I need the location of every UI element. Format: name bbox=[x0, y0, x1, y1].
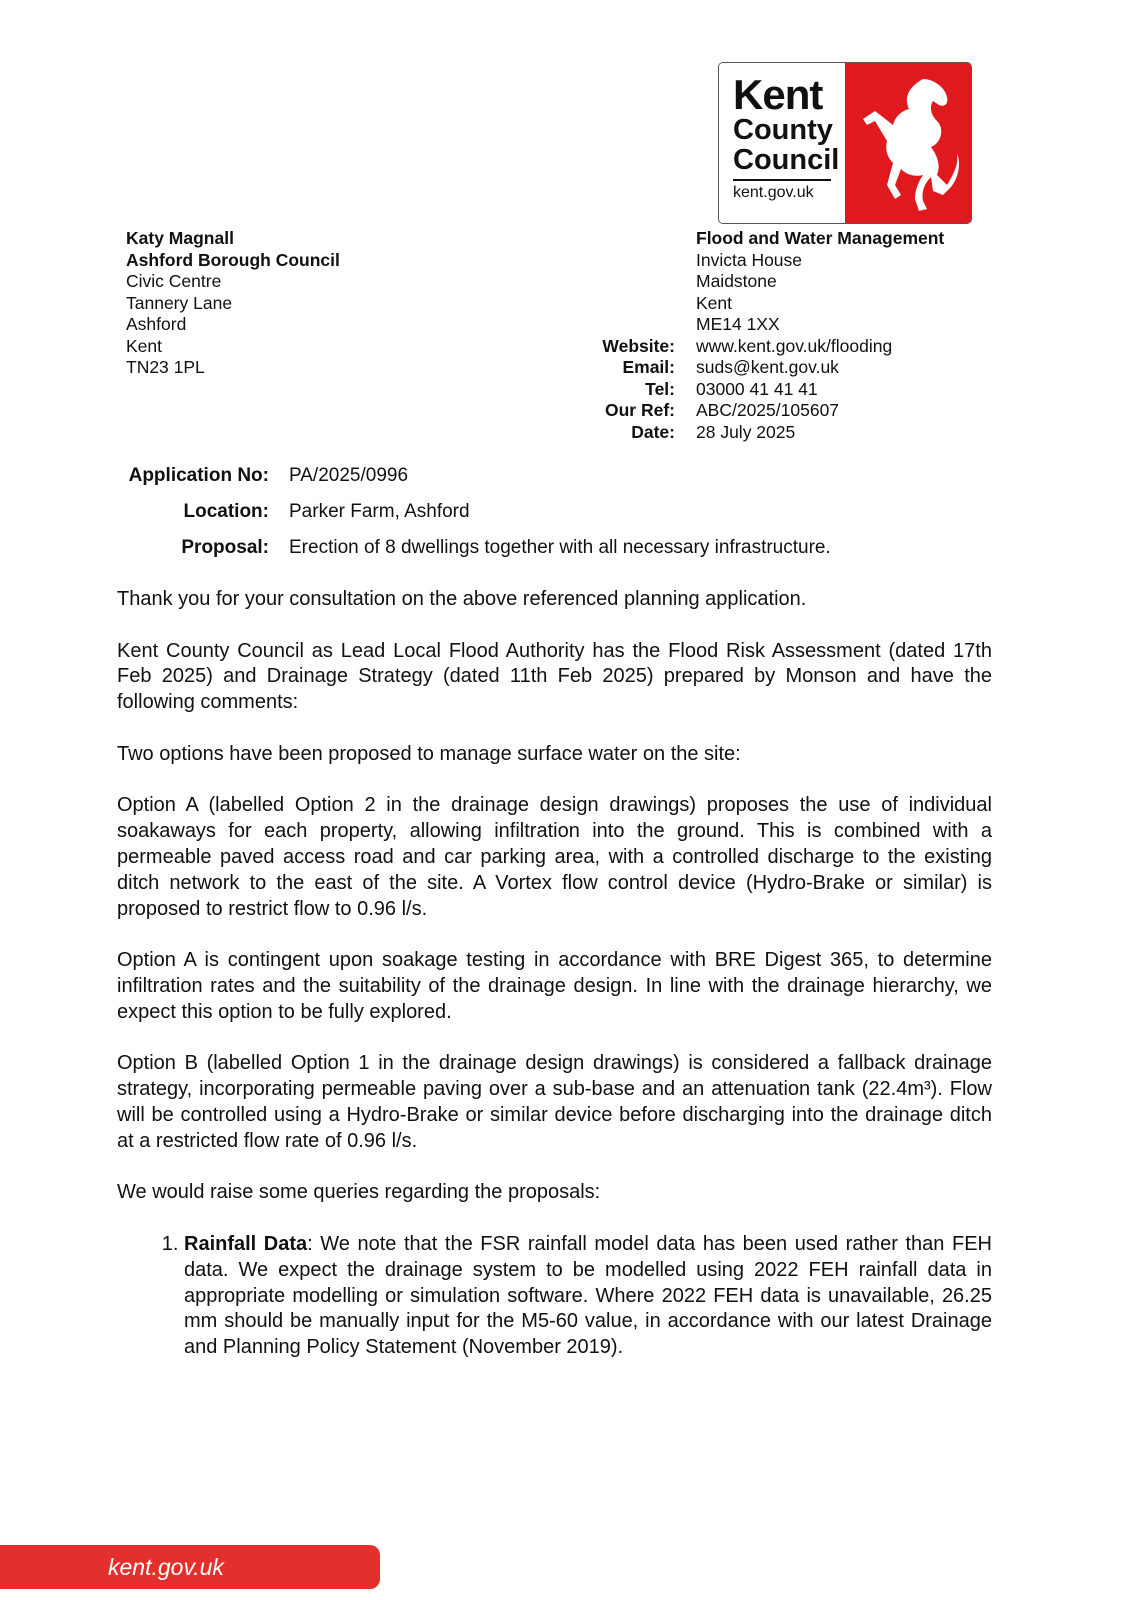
email-value[interactable]: suds@kent.gov.uk bbox=[696, 357, 839, 377]
queries-list bbox=[117, 1232, 992, 1361]
ref-label: Our Ref: bbox=[605, 400, 675, 420]
white-horse-icon bbox=[845, 63, 971, 223]
sender-dept: Flood and Water Management bbox=[696, 228, 945, 248]
tel-value: 03000 41 41 41 bbox=[696, 378, 818, 399]
paragraph: Option A is contingent upon soakage testing in accordance with BRE Digest 365, to determine infiltration rates and the suitability of the drainage design. In line with the drainage hierarchy, we expect this option to be fully explored. bbox=[117, 949, 992, 1023]
address-line: TN23 1PL bbox=[126, 357, 205, 377]
paragraph: Thank you for your consultation on the above referenced planning application. bbox=[117, 588, 807, 610]
address-line: Invicta House bbox=[696, 249, 803, 270]
website-label: Website: bbox=[602, 335, 675, 356]
recipient-org: Ashford Borough Council bbox=[126, 249, 340, 270]
date-value: 28 July 2025 bbox=[696, 421, 796, 442]
date-label: Date: bbox=[631, 421, 675, 442]
address-line: Kent bbox=[696, 292, 732, 313]
address-line: Tannery Lane bbox=[126, 292, 233, 313]
address-line: ME14 1XX bbox=[696, 314, 780, 334]
address-line: Maidstone bbox=[696, 271, 777, 291]
application-details bbox=[0, 458, 831, 566]
email-label: Email: bbox=[622, 357, 675, 377]
proposal-label: Proposal: bbox=[181, 537, 269, 558]
ref-value: ABC/2025/105607 bbox=[696, 400, 840, 420]
recipient-name: Katy Magnall bbox=[126, 228, 234, 248]
proposal-value: Erection of 8 dwellings together with all necessary infrastructure. bbox=[289, 537, 831, 558]
paragraph: Option A (labelled Option 2 in the drainage design drawings) proposes the use of individual soakaways for each property, allowing infiltration into the ground. This is combined with a permeable paved access road and car parking area, with a controlled discharge to the existing ditch network to the east of the site. A Vortex flow control device (Hydro-Brake or similar) is proposed to restrict flow to 0.96 l/s. bbox=[117, 794, 992, 920]
paragraph: Kent County Council as Lead Local Flood Authority has the Flood Risk Assessment (dated 17th Feb 2025) and Drainage Strategy (dated 11th Feb 2025) prepared by Monson and have the following comments: bbox=[117, 639, 992, 714]
query-item bbox=[184, 1232, 992, 1361]
address-line: Civic Centre bbox=[126, 271, 222, 291]
location-value: Parker Farm, Ashford bbox=[289, 501, 470, 522]
sender-block bbox=[118, 228, 944, 443]
application-no-value: PA/2025/0996 bbox=[289, 465, 409, 486]
query-title: Rainfall Data bbox=[184, 1232, 308, 1255]
tel-label: Tel: bbox=[645, 378, 675, 399]
logo-url: kent.gov.uk bbox=[733, 179, 831, 202]
paragraph: Two options have been proposed to manage surface water on the site: bbox=[117, 742, 741, 765]
logo-text: Kent bbox=[733, 71, 823, 118]
application-no-label: Application No: bbox=[128, 465, 269, 486]
logo-text: Council bbox=[733, 144, 840, 176]
address-line: Ashford bbox=[126, 314, 187, 334]
address-line: Kent bbox=[126, 335, 162, 356]
query-text: : We note that the FSR rainfall model data has been used rather than FEH data. We expect the drainage system to be modelled using 2022 FEH rainfall data in appropriate modelling or simulation software. Where 2022 FEH data is unavailable, 26.25 mm should be manually input for the M5-60 value, in accordance with our latest Drainage and Planning Policy Statement (November 2019). bbox=[184, 1232, 992, 1359]
location-label: Location: bbox=[183, 501, 269, 522]
logo-text: County bbox=[733, 114, 833, 146]
paragraph: Option B (labelled Option 1 in the drainage design drawings) is considered a fallback drainage strategy, incorporating permeable paving over a sub-base and an attenuation tank (22.4m³). Flow will be controlled using a Hydro-Brake or similar device before discharging into the drainage ditch at a restricted flow rate of 0.96 l/s. bbox=[117, 1052, 992, 1152]
kcc-logo bbox=[718, 62, 972, 224]
paragraph: We would raise some queries regarding the proposals: bbox=[117, 1181, 601, 1204]
letter-body bbox=[117, 587, 992, 1361]
website-value[interactable]: www.kent.gov.uk/flooding bbox=[696, 335, 893, 356]
footer-url-banner: kent.gov.uk bbox=[0, 1545, 380, 1589]
